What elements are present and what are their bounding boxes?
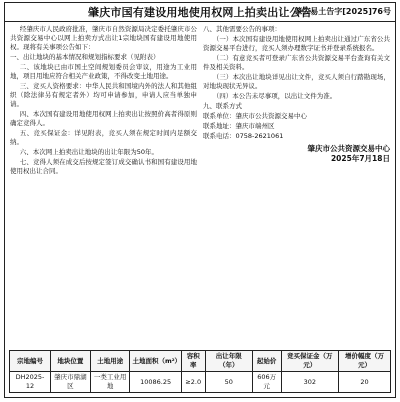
table-header-row [10,351,391,372]
col-header: 出让年限（年） [205,351,252,372]
col-header: 增价幅度（万元） [339,351,391,372]
parcel-table [9,350,391,393]
paragraph: 六、本次网上拍卖出让地块的出让年限为50年。 [19,148,159,156]
issuer-org: 肇庆市公共资源交易中心 [307,144,390,153]
col-header: 土地面积（m²） [130,351,181,372]
col-header: 容积率 [181,351,205,372]
table-cell: 肇庆市鼎湖区 [50,372,90,393]
table-cell: 20 [339,372,391,393]
col-header: 土地用途 [90,351,130,372]
paragraph: 五、竞买保证金：详见附表，竞买人须在规定时间内足额交纳。 [10,129,197,146]
paragraph: 二、该地块已由市国土空间规划委员会审议，用途为工业用地，项目用地应符合相关产业政策，不得改变土地用途。 [10,63,197,80]
table-cell: 606万元 [252,372,281,393]
paragraph: 四、本次国有建设用地使用权网上拍卖出让按照价高者得原则确定竞得人。 [10,110,197,127]
col-header: 宗地编号 [10,351,51,372]
paragraph: 三、竞买人资格要求：中华人民共和国境内外的法人和其他组织（除法律另有规定者外）均可申请参加，申请人应当单独申请。 [10,82,197,108]
paragraph: 经肇庆市人民政府批准，肇庆市自然资源局决定委托肇庆市公共资源交易中心以网上拍卖方式出让1宗地块国有建设用地使用权。现将有关事项公告如下： [10,25,197,51]
table-cell: DH2025-12 [10,372,51,393]
col-header: 起始价 [252,351,281,372]
paragraph: 联系单位：肇庆市公共资源交易中心 [203,112,307,120]
table-cell: 302 [281,372,339,393]
announcement-body [5,22,395,177]
paragraph: 联系地址：肇庆市端州区 [203,122,275,130]
issuer-signature [203,144,390,164]
right-column [203,25,390,177]
col-header: 竞买保证金（万元） [281,351,339,372]
table-row [10,372,391,393]
paragraph: （一）本次国有建设用地使用权网上拍卖出让通过广东省公共资源交易平台进行，竞买人须办理数字证书并登录系统报名。 [203,35,390,52]
announcement-title: 肇庆市国有建设用地使用权网上拍卖出让公告 [88,6,312,19]
table-cell: 10086.25 [130,372,181,393]
paragraph: （四）本公告未尽事项，以出让文件为准。 [212,92,337,100]
table-cell: ≥2.0 [181,372,205,393]
announcement-header [5,3,395,22]
paragraph: 八、其他需要公告的事项： [203,25,281,33]
issue-date: 2025年7月18日 [330,154,390,163]
paragraph: （二）有意竞买者可登录广东省公共资源交易平台查询有关文件及相关资料。 [203,54,390,71]
col-header: 地块位置 [50,351,90,372]
paragraph: （三）本次出让地块详见出让文件，竞买人须自行踏勘现场，对地块现状无异议。 [203,73,390,90]
table-cell: 50 [205,372,252,393]
paragraph: 九、联系方式 [203,102,242,110]
paragraph: 七、竞得人须在成交后按规定签订成交确认书和国有建设用地使用权出让合同。 [10,158,197,175]
document-number: 肇公易土告字[2025]76号 [294,7,391,16]
paragraph: 一、出让地块的基本情况和规划指标要求（见附表） [10,53,160,61]
left-column [10,25,197,177]
announcement-page [4,2,396,398]
table-cell: 一类工业用地 [90,372,130,393]
paragraph: 联系电话：0758-2621061 [203,132,284,140]
